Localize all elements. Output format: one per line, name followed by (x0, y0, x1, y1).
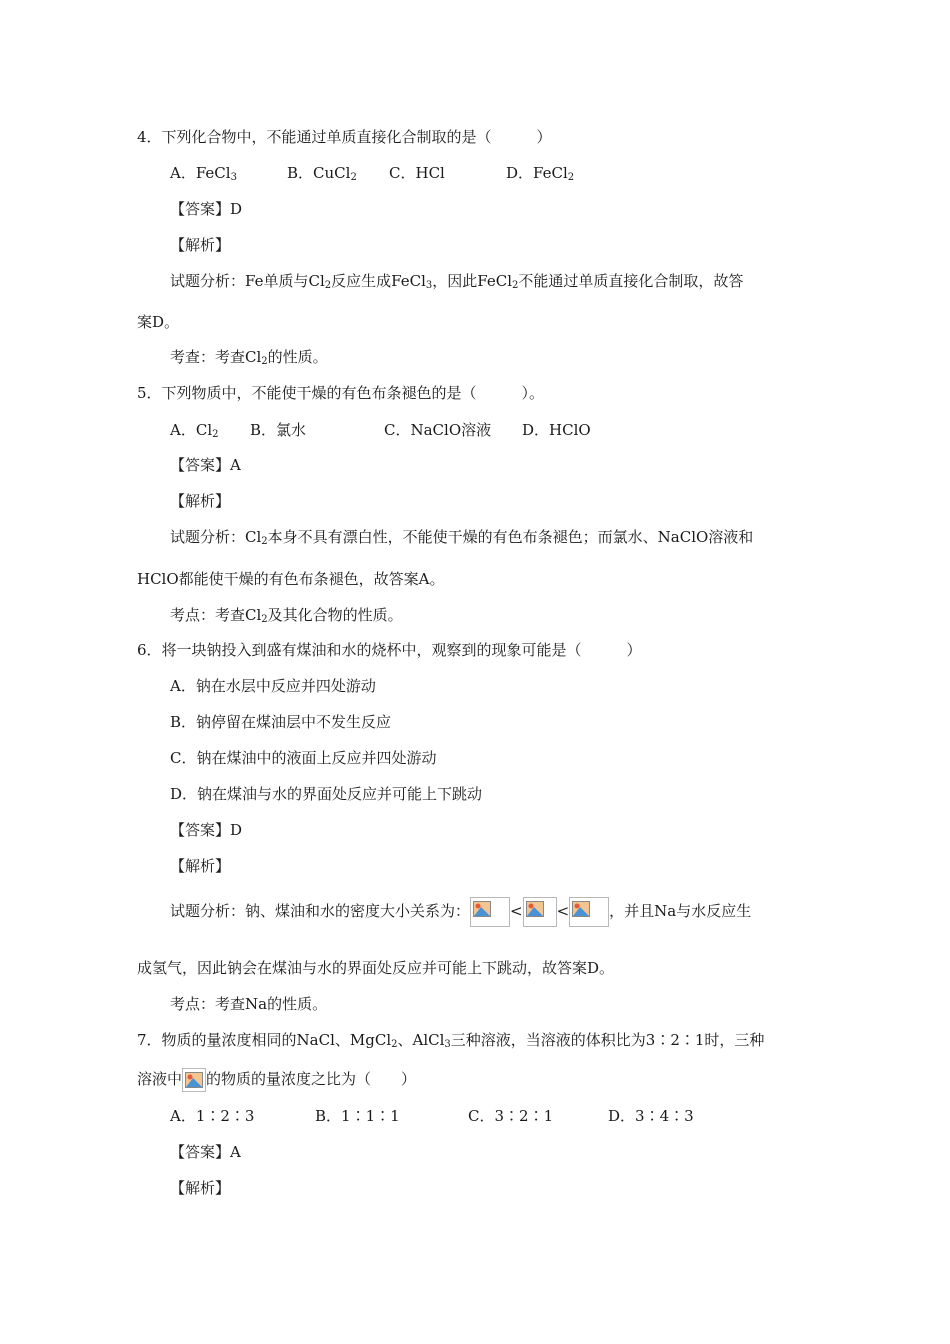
q7-option-c: C．3∶2∶1 (468, 1107, 554, 1125)
q7-option-a: A．1∶2∶3 (170, 1107, 255, 1125)
q7-answer: 【答案】A (170, 1143, 241, 1161)
q5-answer: 【答案】A (170, 456, 241, 474)
q5-analysis-line-2: HClO都能使干燥的有色布条褪色，故答案A。 (137, 570, 445, 588)
q6-option-d: D．钠在煤油与水的界面处反应并可能上下跳动 (170, 785, 483, 803)
q5-option-b: B．氯水 (250, 421, 307, 439)
q5-point: 考点：考查$Cl_2$及其化合物的性质。 (170, 606, 403, 625)
broken-image-icon (470, 897, 510, 927)
q5-option-a: A．$Cl_2$ (170, 421, 219, 440)
q7-option-b: B．1∶1∶1 (315, 1107, 400, 1125)
broken-image-icon (182, 1068, 206, 1092)
q5-option-c: C．NaClO溶液 (384, 421, 492, 439)
q4-analysis-line-2: 案D。 (137, 313, 180, 331)
q6-option-a: A．钠在水层中反应并四处游动 (170, 677, 376, 695)
q7-option-d: D．3∶4∶3 (608, 1107, 694, 1125)
q7-stem-line-2: 溶液中 的物质的量浓度之比为（ ） (137, 1066, 416, 1092)
q4-stem: 4．下列化合物中，不能通过单质直接化合制取的是（ ） (137, 128, 552, 146)
q4-analysis-label: 【解析】 (170, 236, 231, 254)
q7-stem-line-1: 7．物质的量浓度相同的NaCl、MgCl$_2$、AlCl$_3$三种溶液，当溶液的体积比为3∶2∶1时，三种 (137, 1031, 765, 1050)
q7-analysis-label: 【解析】 (170, 1179, 231, 1197)
q4-option-d: D．FeCl$_2$ (506, 164, 575, 183)
q6-analysis-line-2: 成氢气，因此钠会在煤油与水的界面处反应并可能上下跳动，故答案D。 (137, 959, 615, 977)
q4-option-c: C．HCl (389, 164, 445, 182)
q5-option-d: D．HClO (522, 421, 591, 439)
q6-point: 考点：考查Na的性质。 (170, 995, 328, 1013)
q6-option-c: C．钠在煤油中的液面上反应并四处游动 (170, 749, 437, 767)
q4-option-a: A．FeCl$_3$ (170, 164, 237, 183)
q6-option-b: B．钠停留在煤油层中不发生反应 (170, 713, 392, 731)
q6-analysis-line-1: 试题分析：钠、煤油和水的密度大小关系为： < < ，并且Na与水反应生 (170, 896, 751, 927)
q4-answer: 【答案】D (170, 200, 243, 218)
q6-answer: 【答案】D (170, 821, 243, 839)
q5-analysis-line-1: 试题分析：$Cl_2$本身不具有漂白性，不能使干燥的有色布条褪色；而氯水、NaClO溶液和 (170, 528, 754, 547)
q6-analysis-label: 【解析】 (170, 857, 231, 875)
q4-analysis-line-1: 试题分析：Fe单质与$Cl_2$反应生成FeCl$_3$，因此FeCl$_2$不能通过单质直接化合制取，故答 (170, 272, 744, 291)
broken-image-icon (523, 897, 557, 927)
q6-stem: 6．将一块钠投入到盛有煤油和水的烧杯中，观察到的现象可能是（ ） (137, 641, 642, 659)
q4-option-b: B．CuCl$_2$ (287, 164, 357, 183)
broken-image-icon (569, 897, 609, 927)
q4-point: 考查：考查$Cl_2$的性质。 (170, 348, 328, 367)
q5-analysis-label: 【解析】 (170, 492, 231, 510)
q5-stem: 5．下列物质中，不能使干燥的有色布条褪色的是（ ）。 (137, 384, 545, 402)
